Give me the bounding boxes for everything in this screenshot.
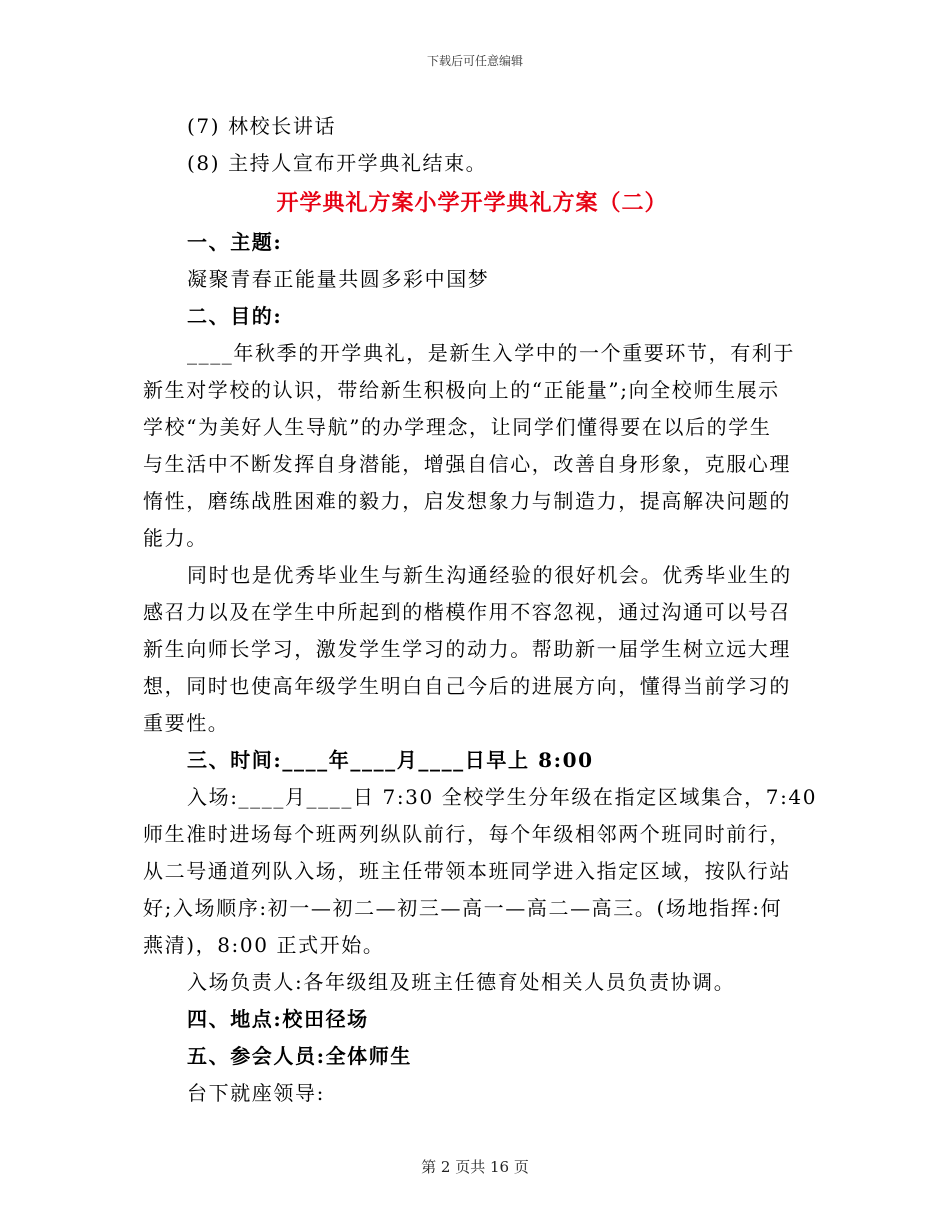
list-item-7: (7) 林校长讲话 bbox=[187, 114, 337, 138]
paragraph-line: 感召力以及在学生中所起到的楷模作用不容忽视，通过沟通可以号召 bbox=[143, 600, 791, 624]
paragraph-line: 惰性，磨练战胜困难的毅力，启发想象力与制造力，提高解决问题的 bbox=[143, 489, 791, 513]
section-title: 开学典礼方案小学开学典礼方案（二） bbox=[276, 190, 668, 216]
paragraph-line: 新生对学校的认识，带给新生积极向上的“正能量”;向全校师生展示 bbox=[143, 378, 780, 402]
place-heading: 四、地点:校田径场 bbox=[187, 1007, 369, 1031]
paragraph-line: 从二号通道列队入场，班主任带领本班同学进入指定区域，按队行站 bbox=[143, 859, 791, 883]
seated-leaders: 台下就座领导: bbox=[187, 1081, 325, 1105]
paragraph-line: 好;入场顺序:初一—初二—初三—高一—高二—高三。(场地指挥:何 bbox=[143, 896, 783, 920]
paragraph-line: 同时也是优秀毕业生与新生沟通经验的很好机会。优秀毕业生的 bbox=[187, 563, 792, 587]
page-footer: 第 2 页共 16 页 bbox=[421, 1158, 529, 1176]
paragraph-line: 师生准时进场每个班两列纵队前行，每个年级相邻两个班同时前行， bbox=[143, 822, 791, 846]
page-header: 下载后可任意编辑 bbox=[426, 54, 523, 68]
purpose-heading: 二、目的: bbox=[187, 304, 283, 328]
paragraph-line: 燕清)，8:00 正式开始。 bbox=[143, 933, 385, 957]
purpose-paragraph-2 bbox=[143, 557, 801, 742]
document-body bbox=[143, 108, 818, 1112]
paragraph-line: 想，同时也使高年级学生明白自己今后的进展方向，懂得当前学习的 bbox=[143, 674, 791, 698]
attendees-heading: 五、参会人员:全体师生 bbox=[187, 1044, 412, 1068]
paragraph-line: 学校“为美好人生导航”的办学理念，让同学们懂得要在以后的学生 bbox=[143, 415, 772, 439]
paragraph-line: 入场:____月____日 7:30 全校学生分年级在指定区域集合，7:40 bbox=[187, 785, 818, 809]
purpose-paragraph bbox=[143, 335, 801, 557]
list-item-8: (8) 主持人宣布开学典礼结束。 bbox=[187, 151, 488, 175]
paragraph-line: 新生向师长学习，激发学生学习的动力。帮助新一届学生树立远大理 bbox=[143, 637, 791, 661]
paragraph-line: 能力。 bbox=[143, 526, 208, 550]
entry-paragraph bbox=[143, 779, 818, 964]
theme-heading: 一、主题: bbox=[187, 230, 283, 254]
theme-text: 凝聚青春正能量共圆多彩中国梦 bbox=[187, 267, 490, 291]
paragraph-line: ____年秋季的开学典礼，是新生入学中的一个重要环节，有利于 bbox=[187, 341, 795, 365]
entry-responsible: 入场负责人:各年级组及班主任德育处相关人员负责协调。 bbox=[187, 970, 736, 994]
paragraph-line: 重要性。 bbox=[143, 711, 230, 735]
paragraph-line: 与生活中不断发挥自身潜能，增强自信心，改善自身形象，克服心理 bbox=[143, 452, 791, 476]
time-heading: 三、时间:____年____月____日早上 8:00 bbox=[187, 748, 594, 772]
